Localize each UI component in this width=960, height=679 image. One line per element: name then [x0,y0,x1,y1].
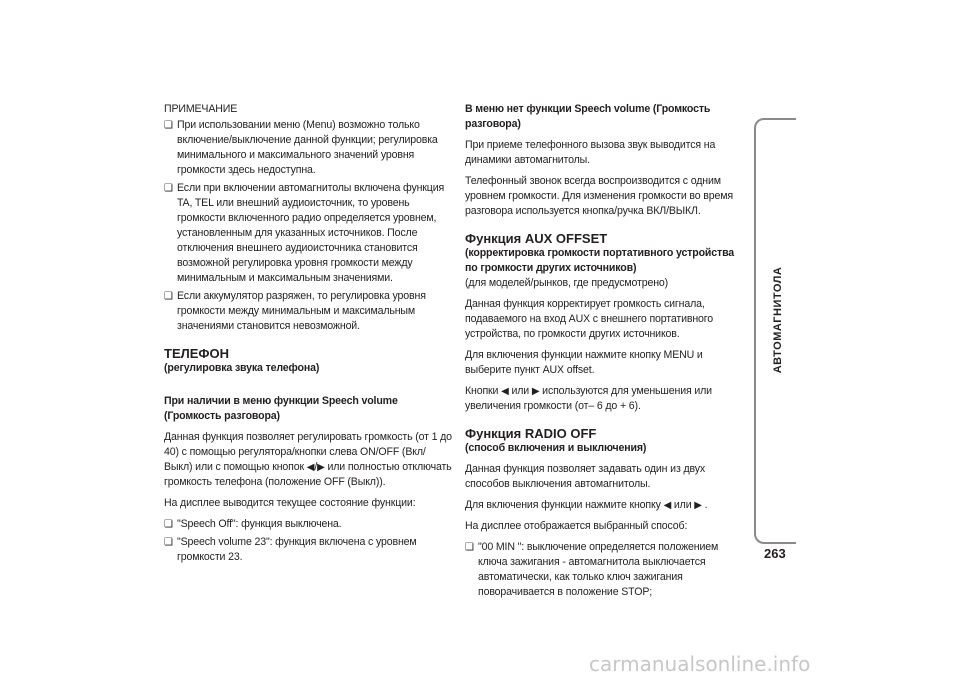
note-title: ПРИМЕЧАНИЕ [164,103,238,115]
note-item-1: ❏ При использовании меню (Menu) возможно только включение/выключение данной функции; регулировка минимального и максимального значений уровня громкости здесь недоступна. [164,118,452,178]
speech-item-2: ❏ "Speech volume 23": функция включена с уровнем громкости 23. [164,535,452,565]
left-arrow-icon: ◀ [501,386,509,397]
phone-heading: ТЕЛЕФОН [164,346,229,361]
radio-p2-text-b: . [704,499,708,511]
radio-item-1: ❏ "00 MIN ": выключение определяется положением ключа зажигания - автомагнитола выключается автоматически, как только ключ зажигания поворачивается в положение STOP; [465,540,748,600]
section-tab-label: АВТОМАГНИТОЛА [772,266,784,374]
no-speech-heading: В меню нет функции Speech volume (Громкость разговора) [465,103,711,130]
page-number: 263 [764,546,786,561]
aux-paragraph-3 [465,384,748,414]
right-column [465,102,748,603]
no-speech-paragraph-2: Телефонный звонок всегда воспроизводится с одним уровнем громкости. Для изменения громкости во время разговора используется кнопка/ручка ВКЛ/ВЫКЛ. [465,175,733,217]
radio-p2-or: или [673,499,692,511]
radio-subheading: (способ включения и выключения) [465,442,647,454]
speech-p1-text-a: Данная функция позволяет регулировать громкость (от 1 до 40) с помощью регулятора/кнопки слева ON/OFF (Вкл/Выкл) или с помощью кнопок [164,431,452,473]
aux-heading: Функция AUX OFFSET [465,231,608,246]
aux-p3-text-a: Кнопки [465,385,499,397]
spacer [164,382,452,394]
speech-heading-line1: При наличии в меню функции Speech volume [164,395,398,407]
radio-paragraph-3: На дисплее отображается выбранный способ: [465,520,688,532]
aux-paragraph-2: Для включения функции нажмите кнопку MENU и выберите пункт AUX offset. [465,349,703,376]
phone-subheading: (регулировка звука телефона) [164,362,320,374]
speech-heading-line2: (Громкость разговора) [164,410,280,422]
note-item-2: ❏ Если при включении автомагнитолы включена функция TA, TEL или внешний аудиоисточник, то уровень громкости включенного радио определяется уровнем, установленным для указанных источников. После отключения внешнего аудиоисточника становится возможной регулировка уровня громкости между минимальным и максимальным значениями. [164,181,452,286]
speech-paragraph-2: На дисплее выводится текущее состояние функции: [164,497,416,509]
left-arrow-icon: ◀ [663,500,672,511]
aux-paragraph-1: Данная функция корректирует громкость сигнала, подаваемого на вход AUX с внешнего портативного устройства, по громкости других источников. [465,298,714,340]
aux-note: (для моделей/рынков, где предусмотрено) [465,277,669,289]
radio-paragraph-2 [465,498,748,513]
right-arrow-icon: ▶ [531,386,540,397]
speech-item-1: ❏ "Speech Off": функция выключена. [164,517,452,532]
note-item-3: ❏ Если аккумулятор разряжен, то регулировка уровня громкости между минимальным и максимальным значениями становится невозможной. [164,289,452,334]
aux-p3-or: или [511,385,530,397]
aux-subheading: (корректировка громкости портативного устройства по громкости других источников) [465,247,735,274]
left-column [164,102,452,568]
speech-p1-text-b: или полностью отключать громкость телефона (положение OFF (Выкл)). [164,461,452,488]
radio-p2-text-a: Для включения функции нажмите кнопку [465,499,661,511]
speech-p1-separator: / [314,461,318,473]
aux-p3-text-b: используются для уменьшения или увеличения громкости (от– 6 до + 6). [465,385,712,412]
no-speech-paragraph-1: При приеме телефонного вызова звук выводится на динамики автомагнитолы. [465,139,716,166]
watermark: carmanualsonline.info [589,652,811,676]
radio-heading: Функция RADIO OFF [465,426,597,441]
right-arrow-icon: ▶ [317,462,325,473]
left-arrow-icon: ◀ [306,462,315,473]
speech-paragraph-1 [164,430,452,490]
radio-paragraph-1: Данная функция позволяет задавать один из двух способов выключения автомагнитолы. [465,463,706,490]
right-arrow-icon: ▶ [694,500,702,511]
